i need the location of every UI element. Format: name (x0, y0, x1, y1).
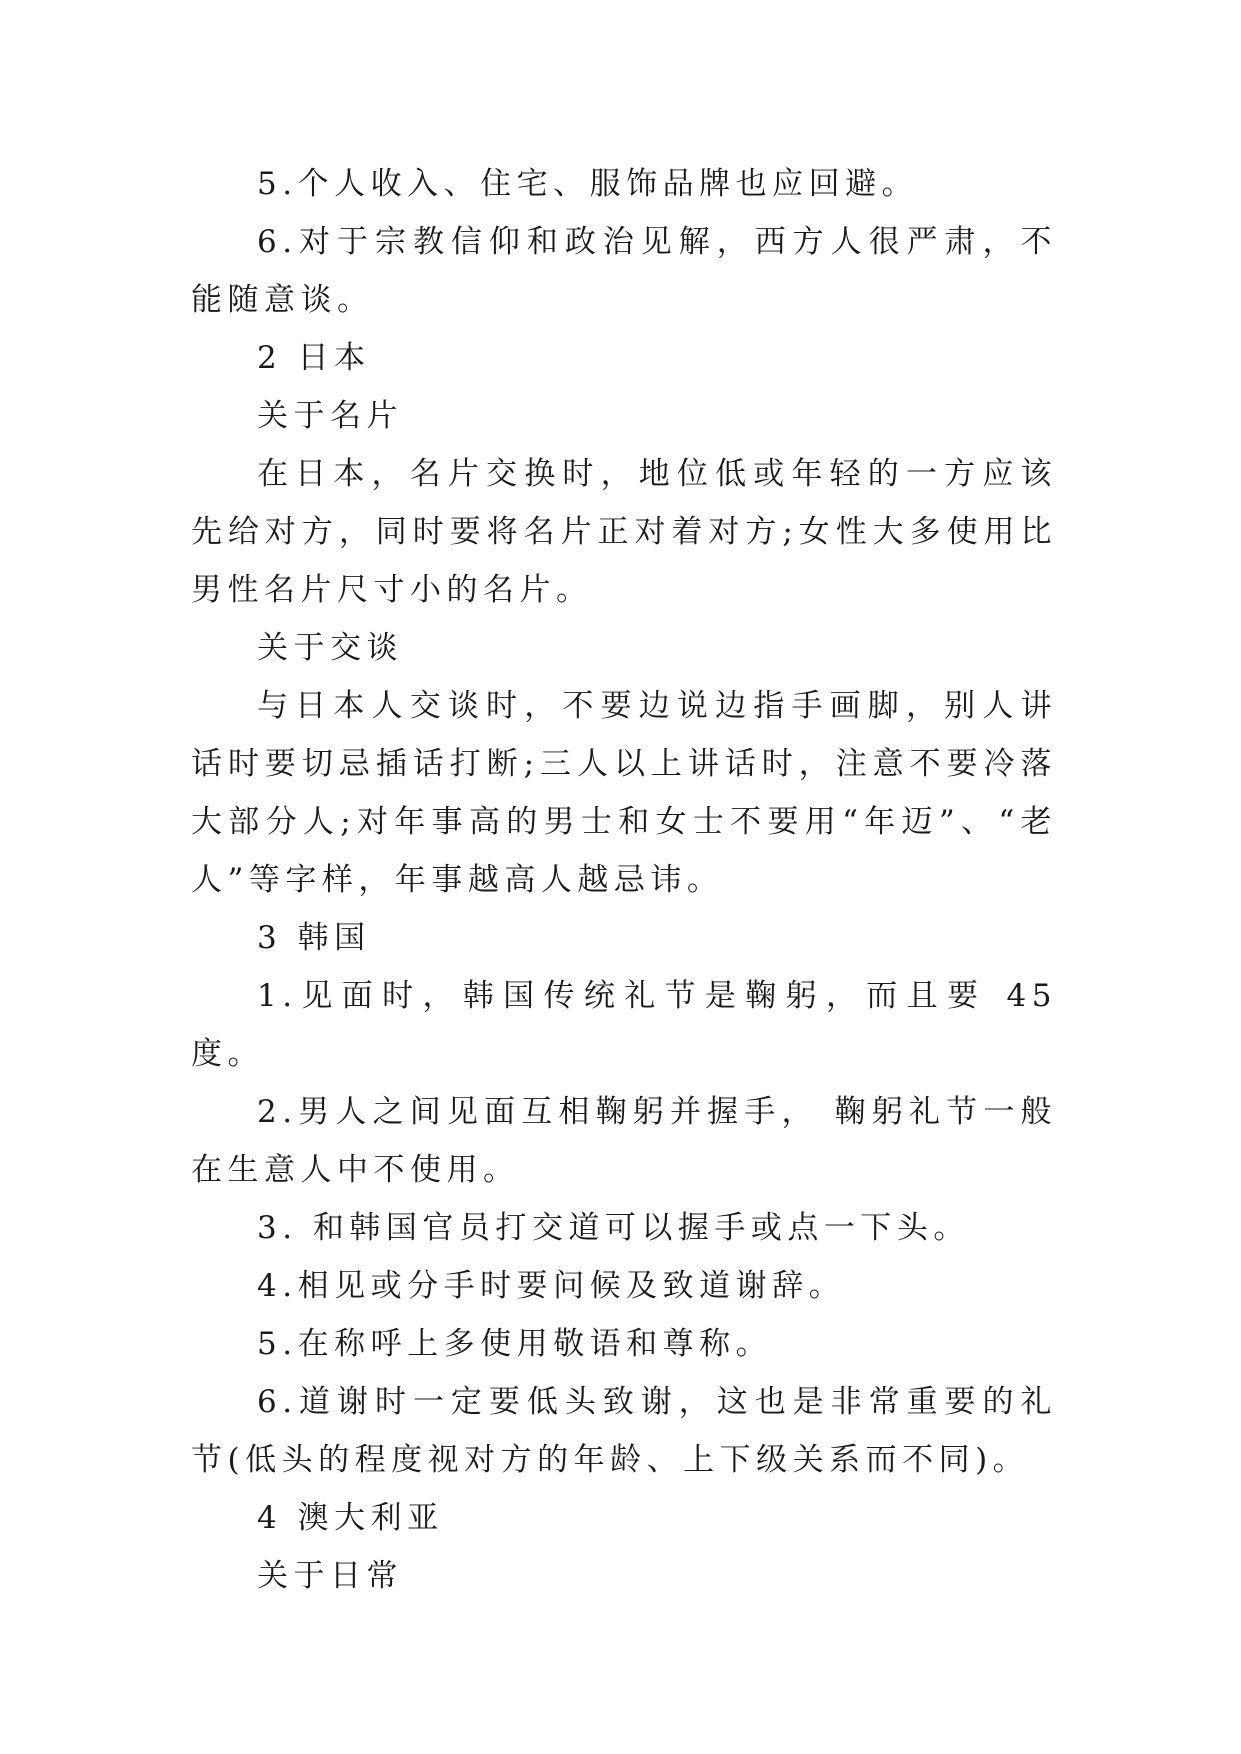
paragraph-korea-officials: 3. 和韩国官员打交道可以握手或点一下头。 (257, 1210, 970, 1246)
paragraph-korea-greetings: 4.相见或分手时要问候及致道谢辞。 (257, 1268, 846, 1304)
document-body (191, 155, 1057, 1605)
heading-australia: 4 澳大利亚 (257, 1500, 444, 1536)
subheading-conversation: 关于交谈 (257, 630, 403, 666)
heading-japan: 2 日本 (257, 340, 371, 376)
paragraph-personal-privacy: 5.个人收入、住宅、服饰品牌也应回避。 (257, 166, 919, 202)
paragraph-business-cards: 在日本，名片交换时，地位低或年轻的一方应该先给对方，同时要将名片正对着对方;女性大多使用比男性名片尺寸小的名片。 (191, 456, 1057, 608)
paragraph-korea-handshake: 2.男人之间见面互相鞠躬并握手， 鞠躬礼节一般在生意人中不使用。 (191, 1094, 1057, 1188)
paragraph-conversation: 与日本人交谈时，不要边说边指手画脚，别人讲话时要切忌插话打断;三人以上讲话时，注意不要冷落大部分人;对年事高的男士和女士不要用“年迈”、“老人”等字样，年事越高人越忌讳。 (191, 688, 1057, 898)
subheading-business-cards: 关于名片 (257, 398, 403, 434)
heading-korea: 3 韩国 (257, 920, 371, 956)
paragraph-korea-thanks: 6.道谢时一定要低头致谢，这也是非常重要的礼节(低头的程度视对方的年龄、上下级关系而不同)。 (191, 1384, 1057, 1478)
paragraph-religion-politics: 6.对于宗教信仰和政治见解，西方人很严肃，不能随意谈。 (191, 224, 1057, 318)
paragraph-korea-bow: 1.见面时，韩国传统礼节是鞠躬，而且要 45 度。 (191, 978, 1057, 1072)
paragraph-korea-honorifics: 5.在称呼上多使用敬语和尊称。 (257, 1326, 773, 1362)
subheading-daily-life: 关于日常 (257, 1558, 403, 1594)
